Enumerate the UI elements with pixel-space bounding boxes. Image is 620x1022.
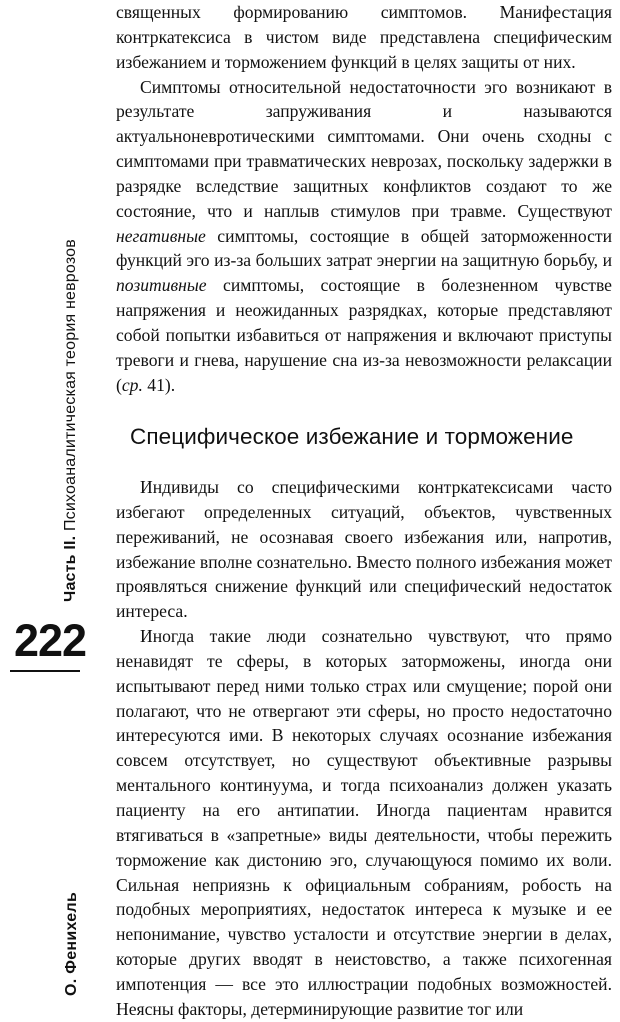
page-number-rule	[10, 670, 80, 672]
part-title: Психоаналитическая теория неврозов	[62, 239, 79, 532]
emphasis: негативные	[116, 225, 206, 246]
paragraph: Симптомы относительной недостаточности эго возникают в результате запруживания и называются актуальноневротическими симптомами. Они очень сходны с симптомами при травматических неврозах, поскольку задержки в разрядке вследствие защитных конфликтов создают то же состояние, что и наплыв стимулов при травме. Существуют негативные симптомы, состоящие в общей заторможенности функций эго из-за больших затрат энергии на защитную борьбу, и позитивные симптомы, состоящие в болезненном чувстве напряжения и неожиданных разрядках, которые представляют собой попытки избавиться от напряжения и включают приступы тревоги и гнева, нарушение сна из-за невозможности релаксации (ср. 41).	[116, 76, 612, 395]
page-number: 222	[14, 615, 87, 666]
main-text-bottom	[116, 475, 612, 1022]
reference: ср.	[121, 374, 143, 395]
running-head-part	[62, 239, 80, 602]
paragraph: Индивиды со специфическими контркатексисами часто избегают определенных ситуаций, объектов, чувственных переживаний, не осознавая своего избежания или, напротив, избежание вполне сознательно. Вместо полного избежания может проявляться снижение функций или специфический недостаток интереса.	[116, 477, 612, 622]
running-head-author: О. Фенихель	[63, 891, 80, 996]
main-text-top	[116, 0, 612, 398]
emphasis: позитивные	[116, 275, 207, 296]
section-heading: Специфическое избежание и торможение	[130, 424, 574, 449]
paragraph: священных формированию симптомов. Манифестация контркатексиса в чистом виде представлена специфическим избежанием и торможением функций в целях защиты от них.	[116, 2, 612, 72]
part-label: Часть II.	[62, 535, 79, 602]
paragraph: Иногда такие люди сознательно чувствуют, что прямо ненавидят те сферы, в которых заторможены, иногда они испытывают перед ними только страх или смущение; порой они полагают, что не отвергают эти сферы, но просто недостаточно интересуются ими. В некоторых случаях осознание избежания совсем отсутствует, но существуют объективные разрывы ментального континуума, и тогда психоанализ должен указать пациенту на его антипатии. Иногда пациентам нравится втягиваться в «запретные» виды деятельности, чтобы пережить торможение как дистонию эго, случающуюся помимо их воли. Сильная неприязнь к официальным собраниям, робость на подобных мероприятиях, недостаток интереса к музыке и ее непонимание, чувство усталости и отсутствие энергии в делах, которые других вводят в неистовство, а также психогенная импотенция — все это иллюстрации подобных возможностей. Неясны факторы, детерминирующие развитие тог или	[116, 626, 612, 1019]
